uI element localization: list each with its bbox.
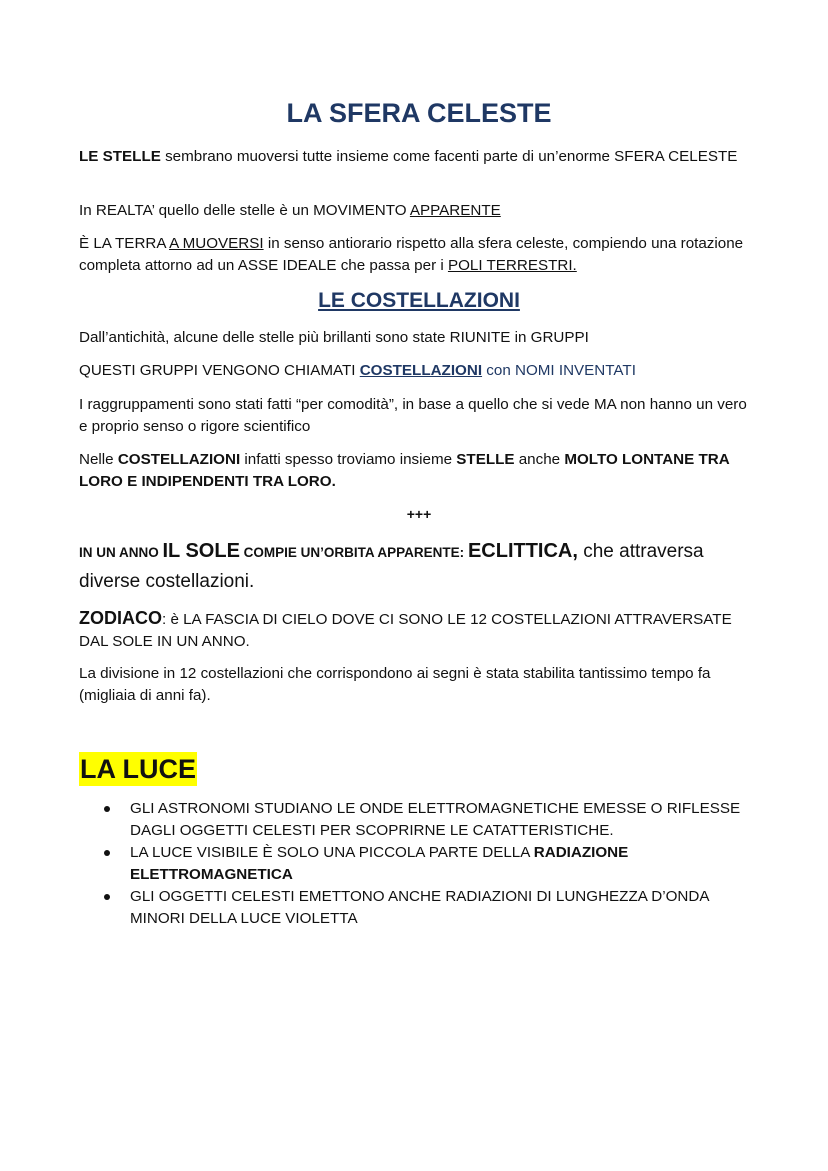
bullet-icon	[104, 894, 110, 900]
paragraph-zodiaco	[79, 607, 759, 653]
bullet-icon	[104, 806, 110, 812]
separator: +++	[406, 506, 432, 522]
list-item-text: GLI OGGETTI CELESTI EMETTONO ANCHE RADIAZIONI DI LUNGHEZZA D’ONDA MINORI DELLA LUCE VIOLETTA	[130, 888, 709, 927]
section-title-costellazioni	[79, 289, 759, 313]
list-item-text: GLI ASTRONOMI STUDIANO LE ONDE ELETTROMAGNETICHE EMESSE O RIFLESSE DAGLI OGGETTI CELESTI PER SCOPRIRNE LE CATATTERISTICHE.	[130, 800, 741, 839]
paragraph-terra	[79, 233, 759, 277]
paragraph-stelle	[79, 146, 759, 168]
paragraph-text: infatti spesso troviamo insieme	[240, 451, 457, 468]
list-item	[79, 798, 759, 842]
bold-term: ZODIACO	[79, 608, 162, 628]
paragraph-text: che attraversa diverse costellazioni.	[79, 541, 704, 592]
paragraph-text: È LA TERRA	[79, 235, 170, 252]
list-item-text: LA LUCE VISIBILE È SOLO UNA PICCOLA PARTE DELLA	[130, 844, 534, 861]
bold-term: IL SOLE	[162, 540, 240, 562]
underlined-term: POLI TERRESTRI.	[447, 257, 577, 274]
list-item	[79, 886, 759, 930]
paragraph-text: In REALTA’ quello delle stelle è un MOVIMENTO	[79, 202, 410, 219]
bold-term: RADIAZIONE ELETTROMAGNETICA	[130, 844, 629, 883]
bold-term: ECLITTICA,	[467, 540, 578, 562]
paragraph-text: in senso antiorario rispetto alla sfera celeste, compiendo una rotazione completa attorno ad un ASSE IDEALE che passa per i	[79, 235, 744, 274]
list-item	[79, 842, 759, 886]
paragraph-text: Nelle	[79, 451, 118, 468]
bold-term: COSTELLAZIONI	[117, 451, 241, 468]
section-title-text: LE COSTELLAZIONI	[318, 289, 520, 312]
paragraph-text: : è LA FASCIA DI CIELO DOVE CI SONO LE 12 COSTELLAZIONI ATTRAVERSATE DAL SOLE IN UN ANNO.	[79, 611, 732, 650]
paragraph-text: IN UN ANNO	[79, 545, 163, 560]
paragraph-antichita: Dall’antichità, alcune delle stelle più brillanti sono state RIUNITE in GRUPPI	[79, 329, 589, 346]
section-title-luce: LA LUCE	[80, 754, 196, 784]
paragraph-text: QUESTI GRUPPI VENGONO CHIAMATI	[79, 362, 360, 379]
paragraph-movimento	[79, 200, 759, 222]
paragraph-text: sembrano muoversi tutte insieme come facenti parte di un’enorme SFERA CELESTE	[160, 148, 738, 165]
costellazioni-link[interactable]: COSTELLAZIONI	[359, 362, 483, 379]
bold-term: MOLTO LONTANE TRA LORO E INDIPENDENTI TRA LORO.	[79, 451, 730, 490]
paragraph-raggruppamenti: I raggruppamenti sono stati fatti “per comodità”, in base a quello che si vede MA non hanno un vero e proprio senso o rigore scientifico	[79, 396, 747, 435]
bold-term: LE STELLE	[79, 148, 161, 165]
paragraph-text: COMPIE UN’ORBITA APPARENTE:	[239, 545, 468, 560]
paragraph-text: con NOMI INVENTATI	[482, 362, 636, 379]
underlined-term: APPARENTE	[409, 202, 501, 219]
paragraph-divisione: La divisione in 12 costellazioni che corrispondono ai segni è stata stabilita tantissimo tempo fa (migliaia di anni fa).	[79, 665, 711, 704]
bullet-list	[79, 798, 759, 930]
underlined-term: A MUOVERSI	[169, 235, 264, 252]
page-title: LA SFERA CELESTE	[286, 98, 552, 128]
paragraph-text: anche	[514, 451, 565, 468]
paragraph-gruppi	[79, 360, 759, 382]
paragraph-nelle-costellazioni	[79, 449, 759, 493]
bold-term: STELLE	[456, 451, 515, 468]
paragraph-eclittica	[79, 537, 759, 596]
bullet-icon	[104, 850, 110, 856]
